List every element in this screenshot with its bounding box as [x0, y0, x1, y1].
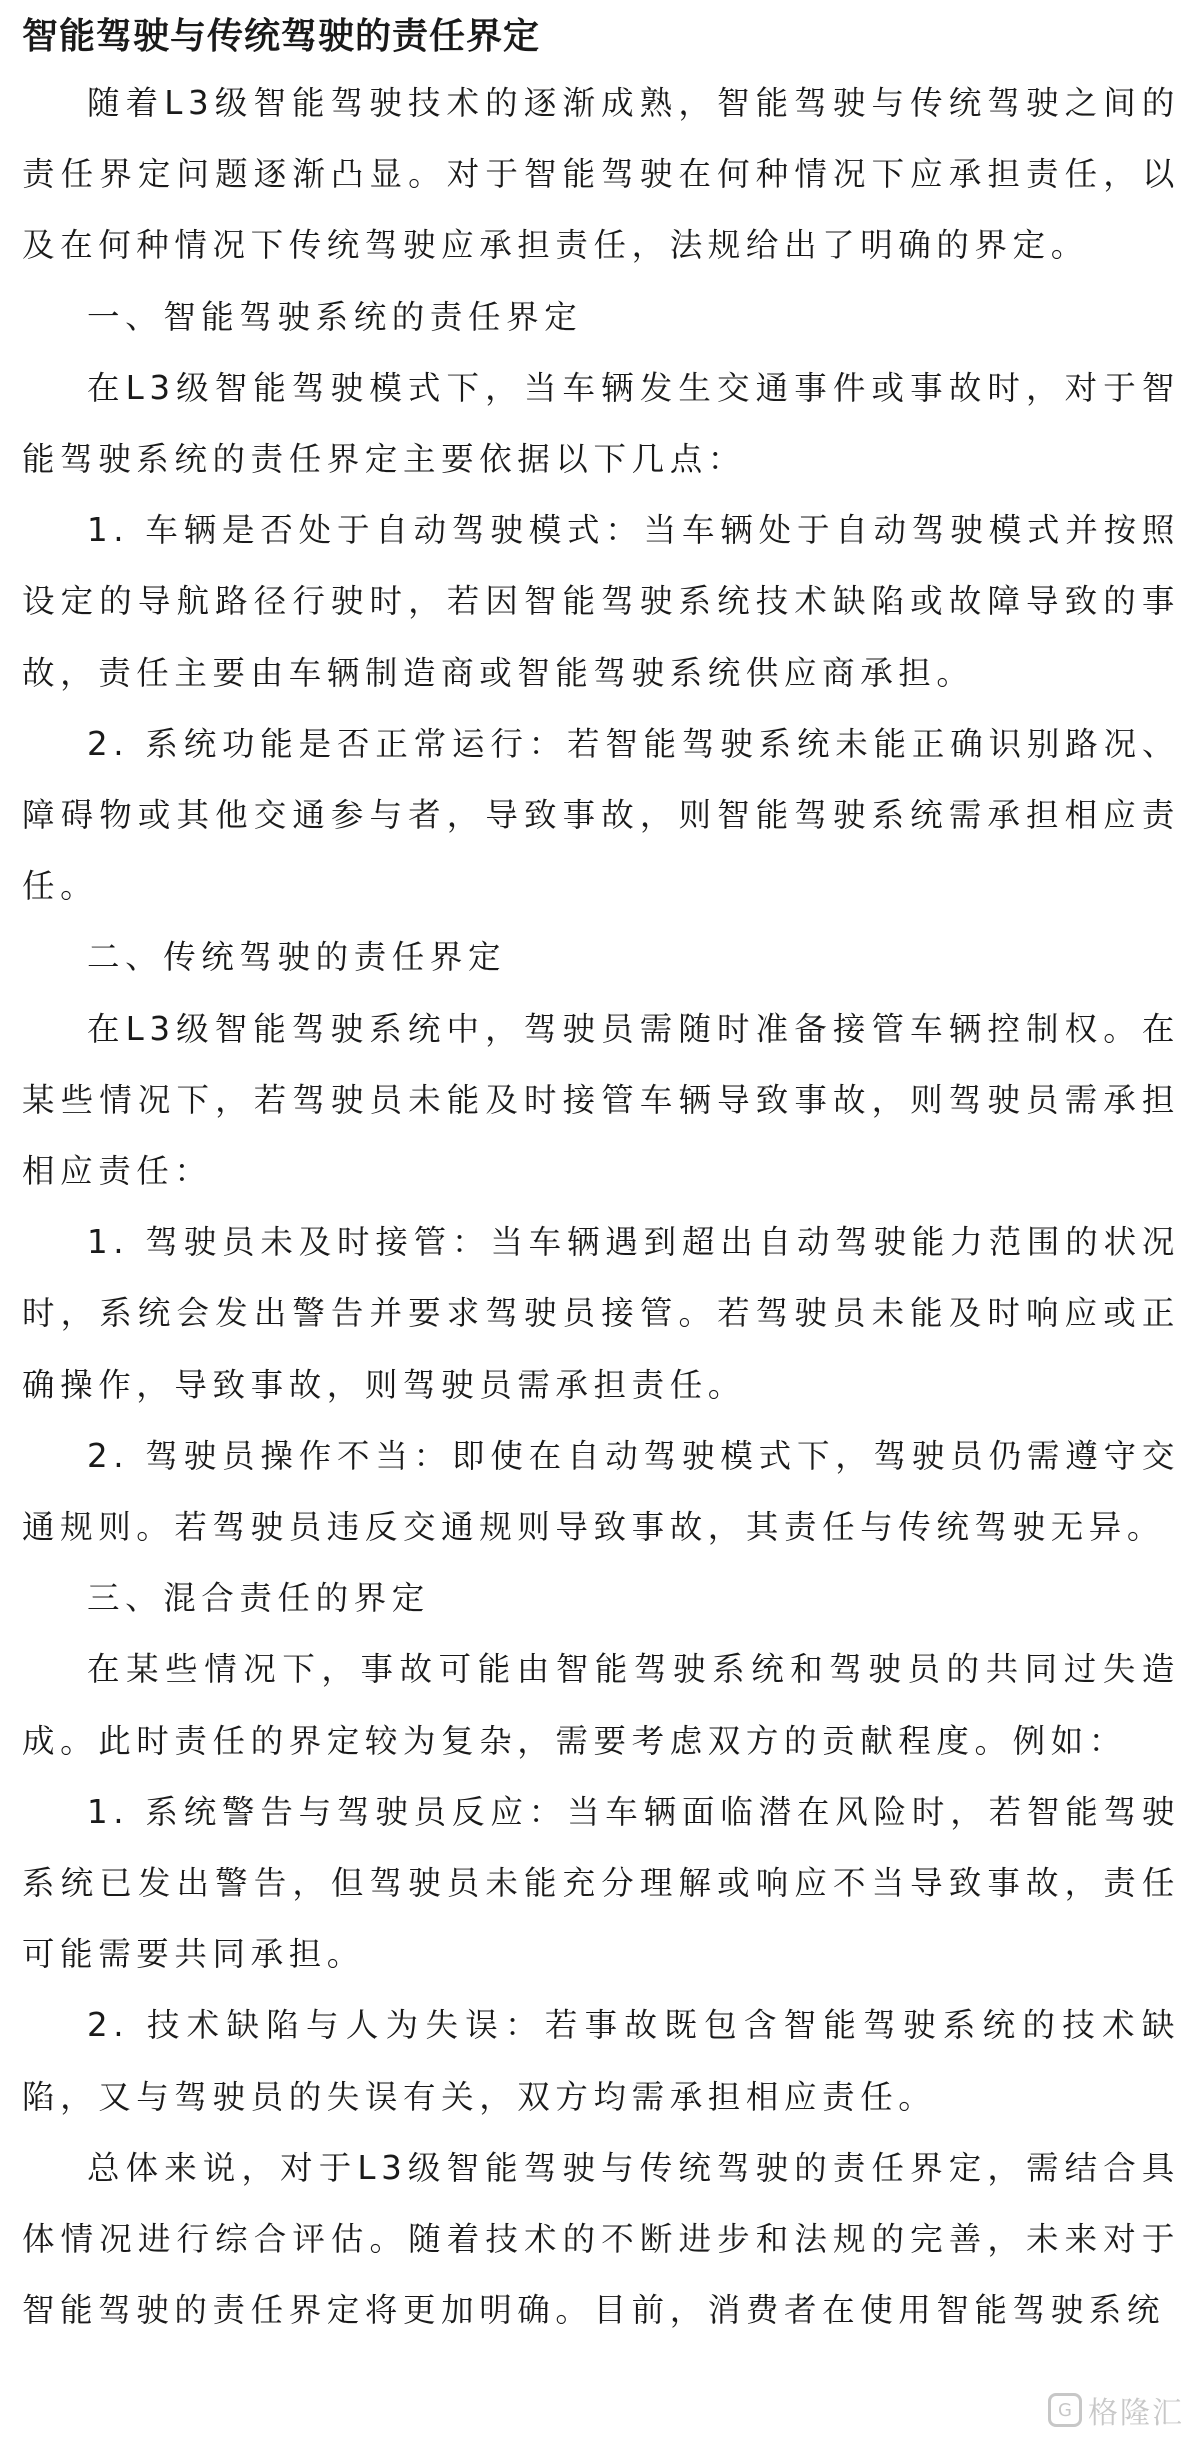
- section-heading-3: 三、混合责任的界定: [87, 1579, 430, 1618]
- section-2-intro-paragraph: 在L3级智能驾驶系统中，驾驶员需随时准备接管车辆控制权。在某些情况下，若驾驶员未能及时接管车辆导致事故，则驾驶员需承担相应责任：: [22, 1009, 1180, 1191]
- section-1-point-1: 1. 车辆是否处于自动驾驶模式：当车辆处于自动驾驶模式并按照设定的导航路径行驶时，若因智能驾驶系统技术缺陷或故障导致的事故，责任主要由车辆制造商或智能驾驶系统供应商承担。: [22, 511, 1180, 692]
- section-2-point-1: 1. 驾驶员未及时接管：当车辆遇到超出自动驾驶能力范围的状况时，系统会发出警告并要求驾驶员接管。若驾驶员未能及时响应或正确操作，导致事故，则驾驶员需承担责任。: [22, 1223, 1180, 1404]
- section-1-point-2: 2. 系统功能是否正常运行：若智能驾驶系统未能正确识别路况、障碍物或其他交通参与者，导致事故，则智能驾驶系统需承担相应责任。: [22, 724, 1180, 906]
- gelonghui-logo-icon: G: [1048, 2393, 1082, 2427]
- section-heading-2: 二、传统驾驶的责任界定: [87, 938, 507, 977]
- section-3-intro-paragraph: 在某些情况下，事故可能由智能驾驶系统和驾驶员的共同过失造成。此时责任的界定较为复杂，需要考虑双方的贡献程度。例如：: [22, 1650, 1180, 1760]
- section-2-point-2: 2. 驾驶员操作不当：即使在自动驾驶模式下，驾驶员仍需遵守交通规则。若驾驶员违反交通规则导致事故，其责任与传统驾驶无异。: [22, 1436, 1180, 1547]
- watermark: [1048, 2388, 1184, 2432]
- document-title: 智能驾驶与传统驾驶的责任界定: [22, 16, 541, 57]
- section-1-intro-paragraph: 在L3级智能驾驶模式下，当车辆发生交通事件或事故时，对于智能驾驶系统的责任界定主要依据以下几点：: [22, 368, 1180, 479]
- document-body: [22, 68, 1180, 2347]
- intro-paragraph: 随着L3级智能驾驶技术的逐渐成熟，智能驾驶与传统驾驶之间的责任界定问题逐渐凸显。对于智能驾驶在何种情况下应承担责任，以及在何种情况下传统驾驶应承担责任，法规给出了明确的界定。: [22, 84, 1180, 265]
- watermark-text: 格隆汇: [1088, 2396, 1184, 2431]
- section-3-point-1: 1. 系统警告与驾驶员反应：当车辆面临潜在风险时，若智能驾驶系统已发出警告，但驾驶员未能充分理解或响应不当导致事故，责任可能需要共同承担。: [22, 1792, 1180, 1974]
- section-heading-1: 一、智能驾驶系统的责任界定: [87, 297, 583, 336]
- section-3-point-2: 2. 技术缺陷与人为失误：若事故既包含智能驾驶系统的技术缺陷，又与驾驶员的失误有关，双方均需承担相应责任。: [22, 2006, 1180, 2116]
- conclusion-paragraph: 总体来说，对于L3级智能驾驶与传统驾驶的责任界定，需结合具体情况进行综合评估。随着技术的不断进步和法规的完善，未来对于智能驾驶的责任界定将更加明确。目前，消费者在使用智能驾驶系统: [22, 2148, 1180, 2330]
